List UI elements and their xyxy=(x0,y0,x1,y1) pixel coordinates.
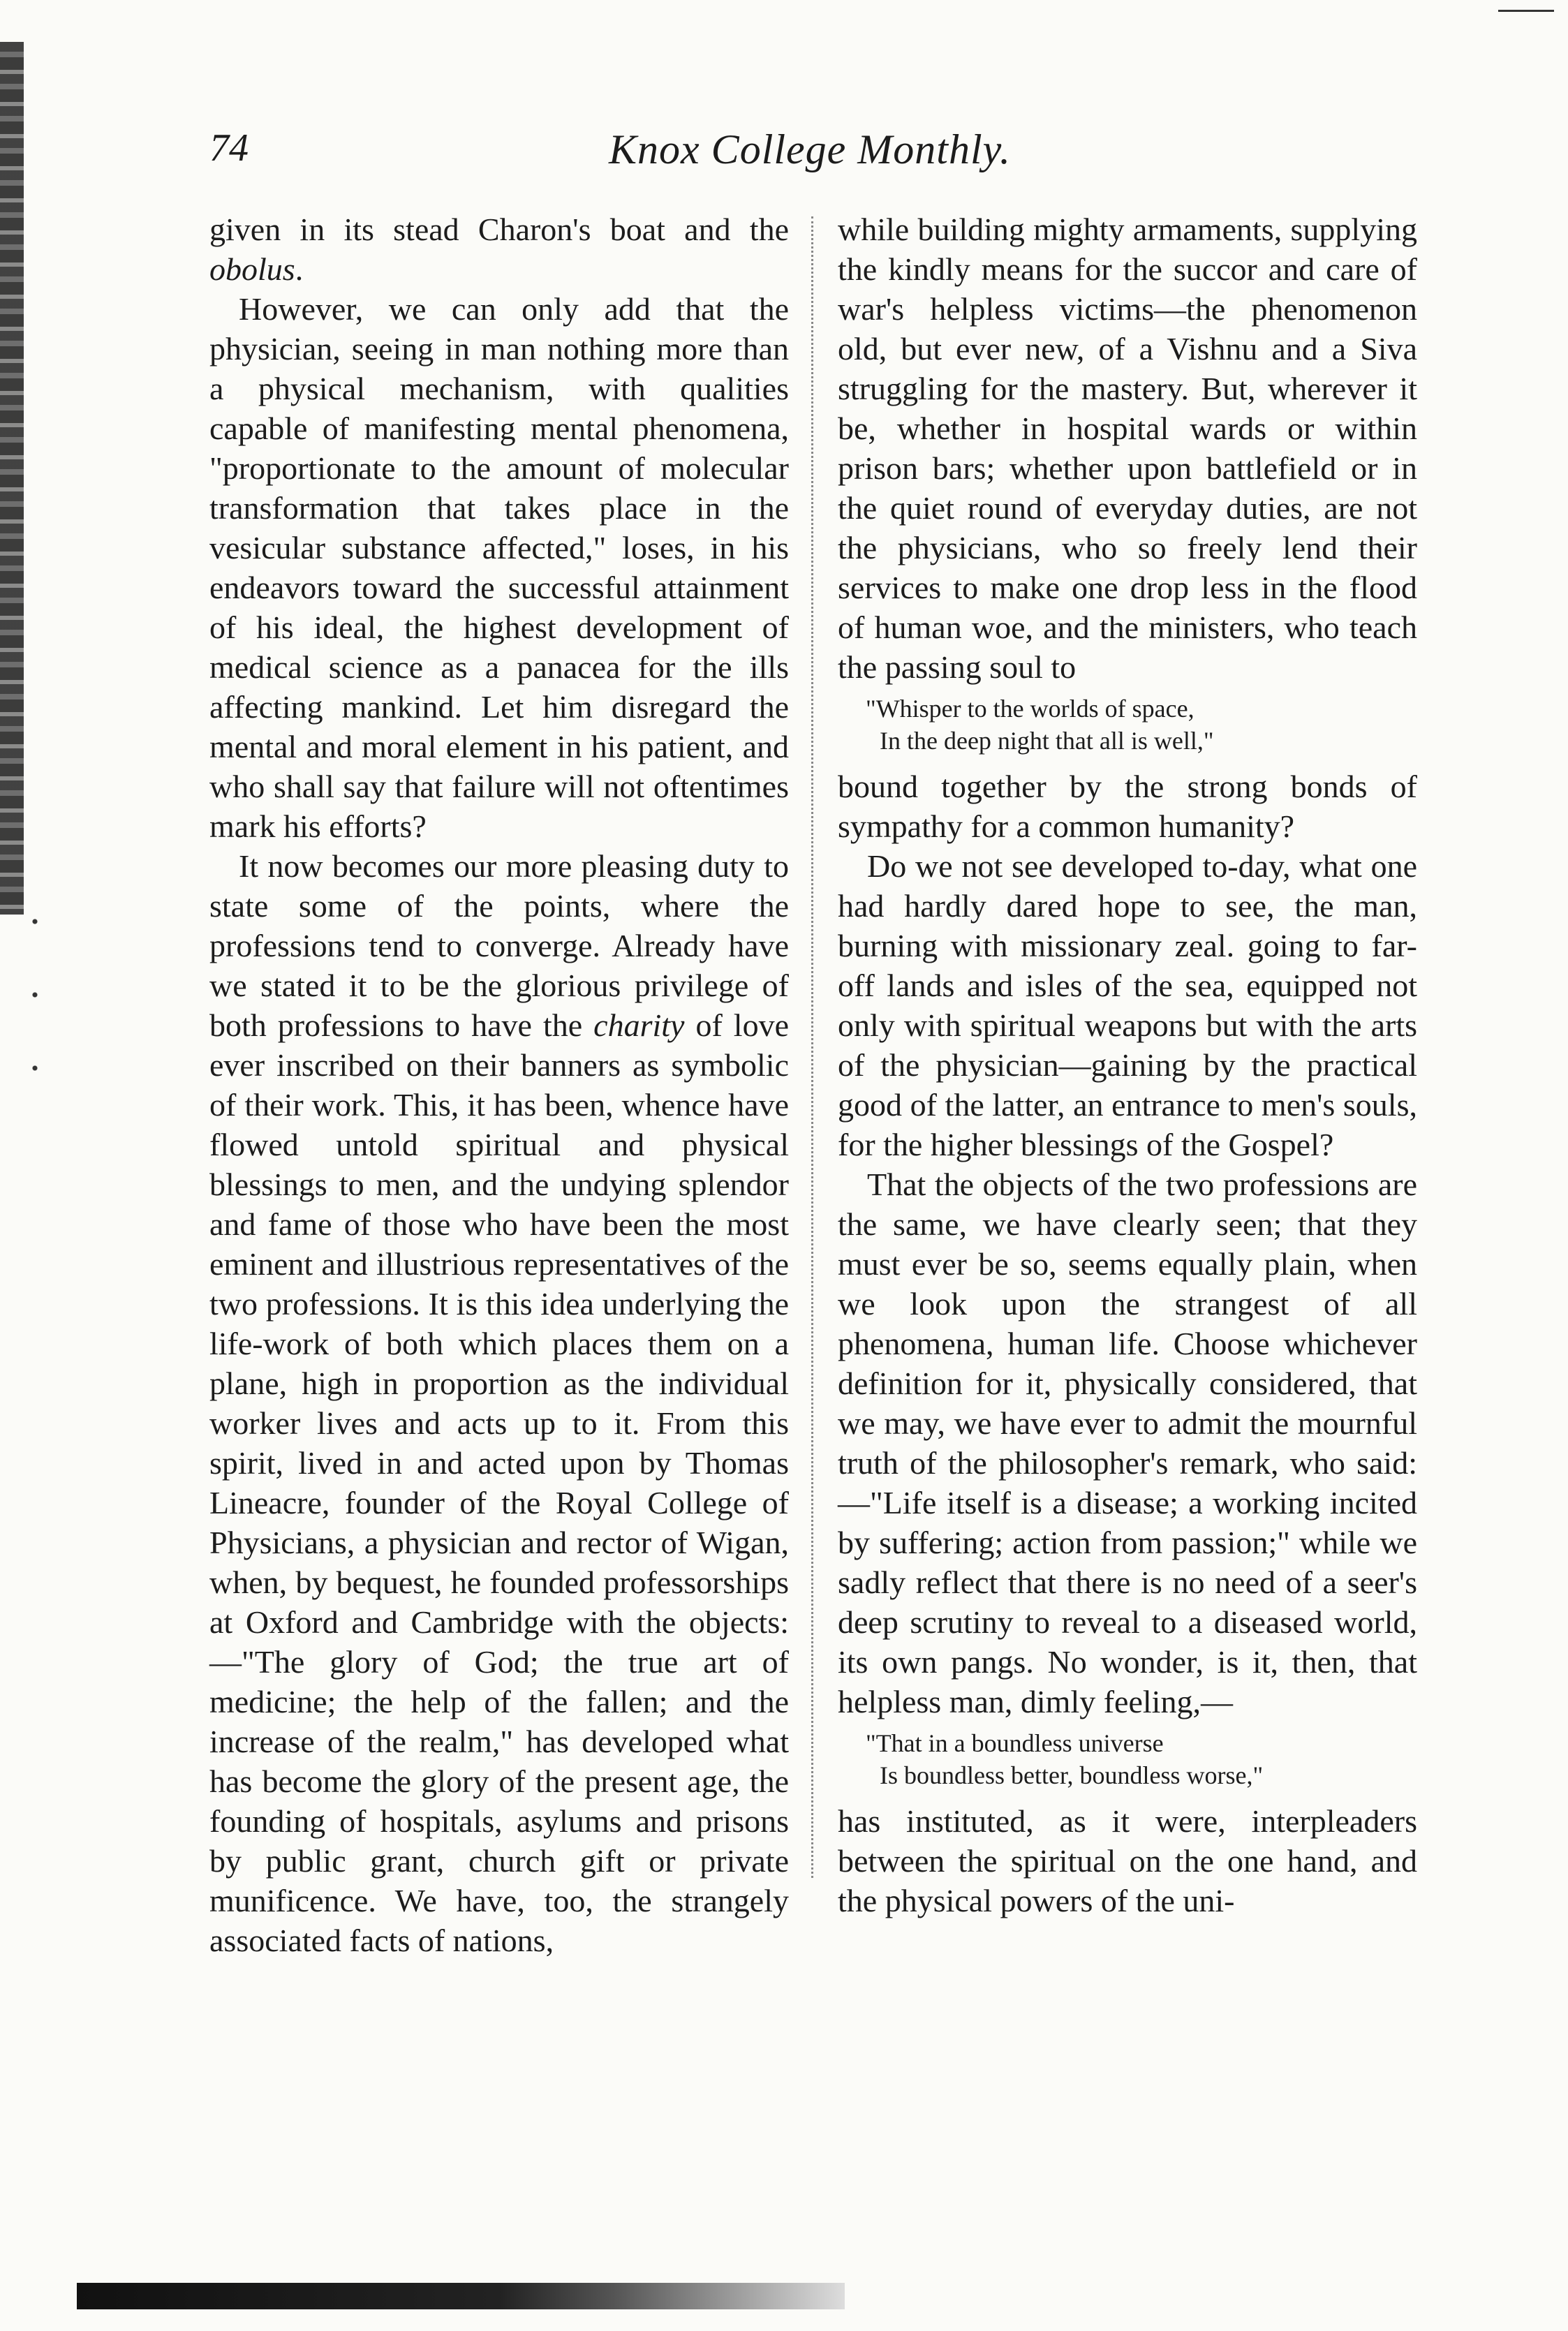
right-paragraph-5: has instituted, as it were, interpleaders between the spiritual on the one hand, and the physical powers of the uni- xyxy=(838,1803,1417,1918)
scan-bottom-bar xyxy=(77,2283,845,2309)
right-paragraph-4: That the objects of the two professions are the same, we have clearly seen; that they must ever be so, seems equally plain, when we look upon the strangest of all phenomena, human life. Choose whichever definition for it, physically considered, that we may, we have ever to admit the mournful truth of the philosopher's remark, who said:—"Life itself is a disease; a working incited by suffering; action from passion;" while we sadly reflect that there is no need of a seer's deep scrutiny to reveal to a diseased world, its own pangs. No wonder, is it, then, that helpless man, dimly feeling,— xyxy=(838,1167,1417,1719)
right-column xyxy=(838,209,1417,1921)
left-p1-end: . xyxy=(295,251,304,287)
page-number: 74 xyxy=(209,126,249,170)
running-title: Knox College Monthly. xyxy=(609,126,1011,172)
left-paragraph-1 xyxy=(209,209,789,289)
left-p1-italic: obolus xyxy=(209,251,295,287)
left-p3-text-b: of love ever inscribed on their banners as symbolic of their work. This, it has been, whence have flowed untold spiritual and physical blessings to men, and the undying splendor and fame of those who have been the most eminent and illustrious representatives of the two professions. It is this idea underlying the life-work of both which places them on a plane, high in proportion as the individual worker lives and acts up to it. From this spirit, lived in and acted upon by Thomas Lineacre, founder of the Royal College of Physicians, a physician and rector of Wigan, when, by bequest, he founded professorships at Oxford and Cambridge with the objects:—"The glory of God; the true art of medicine; the help of the fallen; and the increase of the realm," has developed what has become the glory of the present age, the founding of hospitals, asylums and prisons by public grant, church gift or private munificence. We have, too, the strangely associated facts of nations, xyxy=(209,1007,789,1958)
left-paragraph-3 xyxy=(209,846,789,1960)
verse-quote-2 xyxy=(838,1727,1417,1791)
right-paragraph-3: Do we not see developed to-day, what one had hardly dared hope to see, the man, burning with missionary zeal. going to far-off lands and isles of the sea, equipped not only with spiritual weapons but with the arts of the physician—gaining by the practical good of the latter, an entrance to men's souls, for the higher blessings of the Gospel? xyxy=(838,848,1417,1162)
binding-edge-stain xyxy=(0,42,24,915)
page-header xyxy=(209,126,1410,182)
top-corner-rule xyxy=(1498,10,1554,12)
left-p3-text-a: It now becomes our more pleasing duty to state some of the points, where the professions tend to converge. Already have we stated it to be the glorious privilege of both professions to have the xyxy=(209,848,789,1043)
verse-2-line-1: "That in a boundless universe xyxy=(866,1729,1164,1757)
left-p3-italic: charity xyxy=(593,1007,685,1043)
right-paragraph-2: bound together by the strong bonds of sympathy for a common humanity? xyxy=(838,769,1417,844)
left-column xyxy=(209,209,789,1960)
margin-specks xyxy=(28,901,42,1110)
verse-quote-1 xyxy=(838,693,1417,757)
left-paragraph-2: However, we can only add that the physician, seeing in man nothing more than a physical mechanism, with qualities capable of manifesting mental phenomena, "proportionate to the amount of molecular transformation that takes place in the vesicular substance affected," loses, in his endeavors toward the successful attainment of his ideal, the highest development of medical science as a panacea for the ills affecting mankind. Let him disregard the mental and moral element in his patient, and who shall say that failure will not oftentimes mark his efforts? xyxy=(209,291,789,844)
verse-2-line-2: Is boundless better, boundless worse," xyxy=(880,1761,1264,1789)
verse-1-line-1: "Whisper to the worlds of space, xyxy=(866,695,1195,723)
column-divider xyxy=(811,216,813,1878)
verse-1-line-2: In the deep night that all is well," xyxy=(880,727,1214,755)
left-p1-text: given in its stead Charon's boat and the xyxy=(209,212,789,247)
right-paragraph-1: while building mighty armaments, supplying the kindly means for the succor and care of war's helpless victims—the phenomenon old, but ever new, of a Vishnu and a Siva struggling for the mastery. But, wherever it be, whether in hospital wards or within prison bars; whether upon battlefield or in the quiet round of everyday duties, are not the physicians, who so freely lend their services to make one drop less in the flood of human woe, and the ministers, who teach the passing soul to xyxy=(838,212,1417,685)
